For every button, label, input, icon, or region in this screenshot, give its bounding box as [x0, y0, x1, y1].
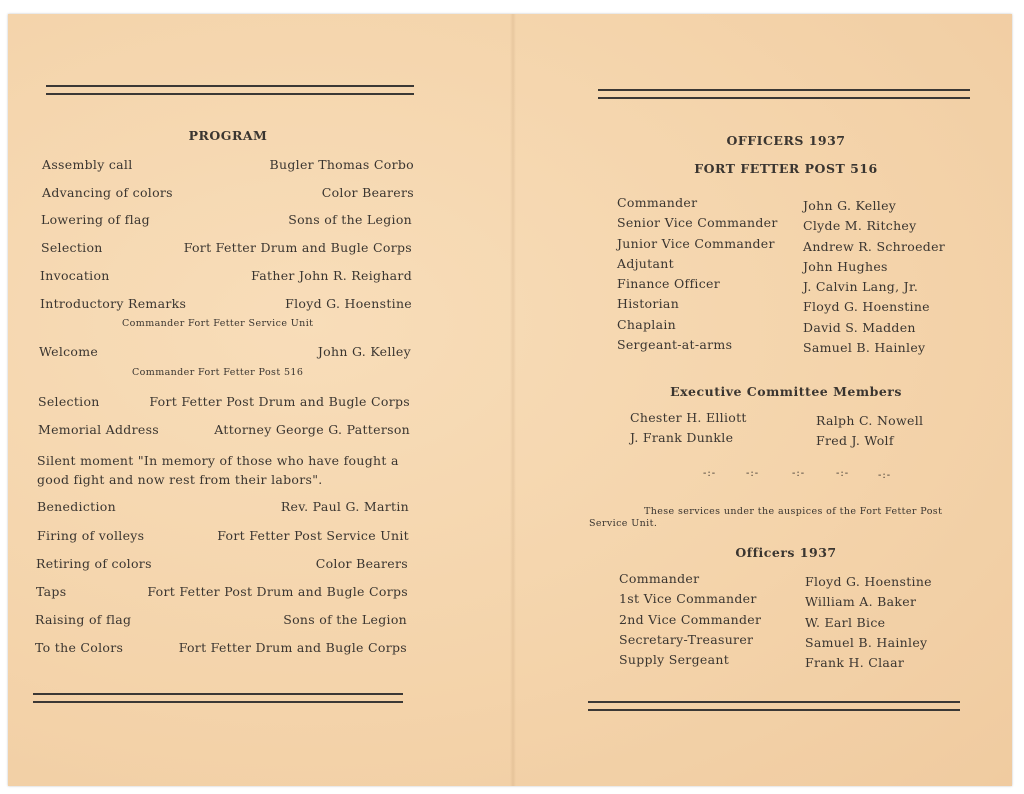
exec-member: Chester H. Elliott — [630, 410, 747, 425]
program-item: Welcome — [39, 344, 99, 359]
officer-name: John G. Kelley — [803, 198, 897, 213]
unit-officers-heading: Officers 1937 — [735, 545, 837, 560]
unit-officer-name: Frank H. Claar — [805, 655, 905, 671]
program-row — [40, 296, 412, 314]
program-sheet — [8, 14, 1012, 786]
program-performer: Color Bearers — [321, 185, 414, 200]
unit-officer-name: Floyd G. Hoenstine — [805, 574, 932, 589]
officer-title: Junior Vice Commander — [617, 235, 775, 251]
separator-mark: -:- — [878, 470, 892, 481]
program-subtitle: Commander Fort Fetter Service Unit — [122, 318, 314, 329]
unit-officer-name: William A. Baker — [805, 594, 917, 610]
program-performer: Floyd G. Hoenstine — [285, 296, 412, 311]
program-row — [35, 612, 407, 630]
unit-officer-title: Secretary-Treasurer — [619, 631, 754, 647]
unit-officer-title: 1st Vice Commander — [619, 591, 757, 607]
bottom-double-rule — [588, 701, 960, 711]
officer-title: Commander — [617, 195, 698, 210]
post-heading: FORT FETTER POST 516 — [694, 161, 878, 176]
separator-mark: -:- — [792, 468, 806, 479]
program-heading: PROGRAM — [188, 128, 268, 143]
officer-name: Clyde M. Ritchey — [803, 218, 917, 234]
program-performer: Fort Fetter Post Drum and Bugle Corps — [149, 394, 410, 409]
officer-title: Historian — [617, 296, 680, 312]
program-item: Selection — [41, 240, 103, 255]
officer-title: Finance Officer — [617, 276, 720, 292]
program-performer: Color Bearers — [315, 556, 408, 571]
program-performer: Sons of the Legion — [283, 612, 407, 627]
program-performer: Rev. Paul G. Martin — [280, 499, 409, 514]
program-item: Raising of flag — [35, 612, 132, 627]
program-row — [36, 556, 408, 574]
top-double-rule — [46, 85, 414, 95]
program-item: Memorial Address — [38, 422, 160, 437]
program-page — [8, 14, 508, 786]
unit-officer-name: Samuel B. Hainley — [805, 634, 928, 650]
exec-members-right — [816, 413, 923, 454]
program-item: To the Colors — [35, 640, 124, 655]
program-item: Retiring of colors — [36, 556, 152, 571]
officer-name: David S. Madden — [803, 319, 916, 335]
program-row — [35, 640, 407, 658]
program-performer: Fort Fetter Post Service Unit — [217, 528, 409, 543]
exec-member: Ralph C. Nowell — [816, 413, 924, 428]
program-performer: Attorney George G. Patterson — [214, 422, 410, 437]
program-row — [38, 394, 410, 412]
program-row — [42, 157, 414, 175]
officers-page — [516, 14, 1012, 786]
program-performer: Bugler Thomas Corbo — [269, 157, 414, 172]
program-performer: Fort Fetter Drum and Bugle Corps — [183, 240, 412, 255]
officer-name: Andrew R. Schroeder — [803, 238, 946, 254]
officer-name: John Hughes — [803, 258, 888, 274]
program-row — [37, 528, 409, 546]
officer-title: Chaplain — [617, 316, 676, 332]
officer-name: Floyd G. Hoenstine — [803, 299, 930, 315]
officer-name: Samuel B. Hainley — [803, 340, 926, 356]
program-item: Taps — [36, 584, 67, 599]
unit-officer-title: 2nd Vice Commander — [619, 611, 762, 627]
program-performer: Fort Fetter Drum and Bugle Corps — [178, 640, 407, 655]
separator-mark: -:- — [746, 468, 760, 479]
program-item: Assembly call — [42, 157, 133, 172]
program-row — [41, 212, 412, 230]
program-item: Lowering of flag — [41, 212, 150, 227]
program-item: Selection — [38, 394, 100, 409]
program-row — [38, 422, 410, 440]
program-item: Benediction — [37, 499, 116, 514]
separator-mark: -:- — [836, 468, 850, 479]
executive-committee-heading: Executive Committee Members — [670, 384, 902, 399]
unit-officer-names — [805, 574, 932, 675]
bottom-double-rule — [33, 693, 403, 703]
officer-titles — [617, 195, 778, 357]
program-item: Advancing of colors — [42, 185, 173, 200]
exec-member: Fred J. Wolf — [816, 433, 894, 449]
program-performer: Sons of the Legion — [288, 212, 412, 227]
unit-officer-title: Supply Sergeant — [619, 652, 730, 668]
program-subtitle: Commander Fort Fetter Post 516 — [132, 367, 304, 378]
officer-title: Senior Vice Commander — [617, 215, 778, 231]
exec-member: J. Frank Dunkle — [630, 430, 734, 446]
officer-name: J. Calvin Lang, Jr. — [803, 279, 919, 295]
officers-heading: OFFICERS 1937 — [726, 133, 846, 148]
program-row — [37, 499, 409, 517]
program-row — [42, 185, 414, 203]
program-performer: Fort Fetter Post Drum and Bugle Corps — [147, 584, 408, 599]
program-item: Invocation — [40, 268, 110, 283]
officer-title: Sergeant-at-arms — [617, 337, 733, 353]
silent-moment-text: Silent moment "In memory of those who have fought a good fight and now rest from their labors". — [37, 453, 399, 487]
program-item: Introductory Remarks — [40, 296, 187, 311]
unit-officer-name: W. Earl Bice — [805, 614, 886, 630]
program-item: Firing of volleys — [37, 528, 145, 543]
program-row — [41, 240, 412, 258]
program-row — [40, 268, 412, 286]
program-performer: Father John R. Reighard — [251, 268, 412, 283]
auspices-note: These services under the auspices of the Fort Fetter Post Service Unit. — [589, 506, 943, 529]
officer-names — [803, 198, 945, 360]
program-performer: John G. Kelley — [317, 344, 411, 359]
program-row — [36, 584, 408, 602]
separator-mark: -:- — [703, 468, 717, 479]
unit-officer-title: Commander — [619, 571, 700, 586]
top-double-rule — [598, 89, 970, 99]
unit-officer-titles — [619, 571, 761, 672]
program-row — [39, 344, 411, 362]
exec-members-left — [630, 410, 747, 451]
officer-title: Adjutant — [617, 255, 674, 271]
